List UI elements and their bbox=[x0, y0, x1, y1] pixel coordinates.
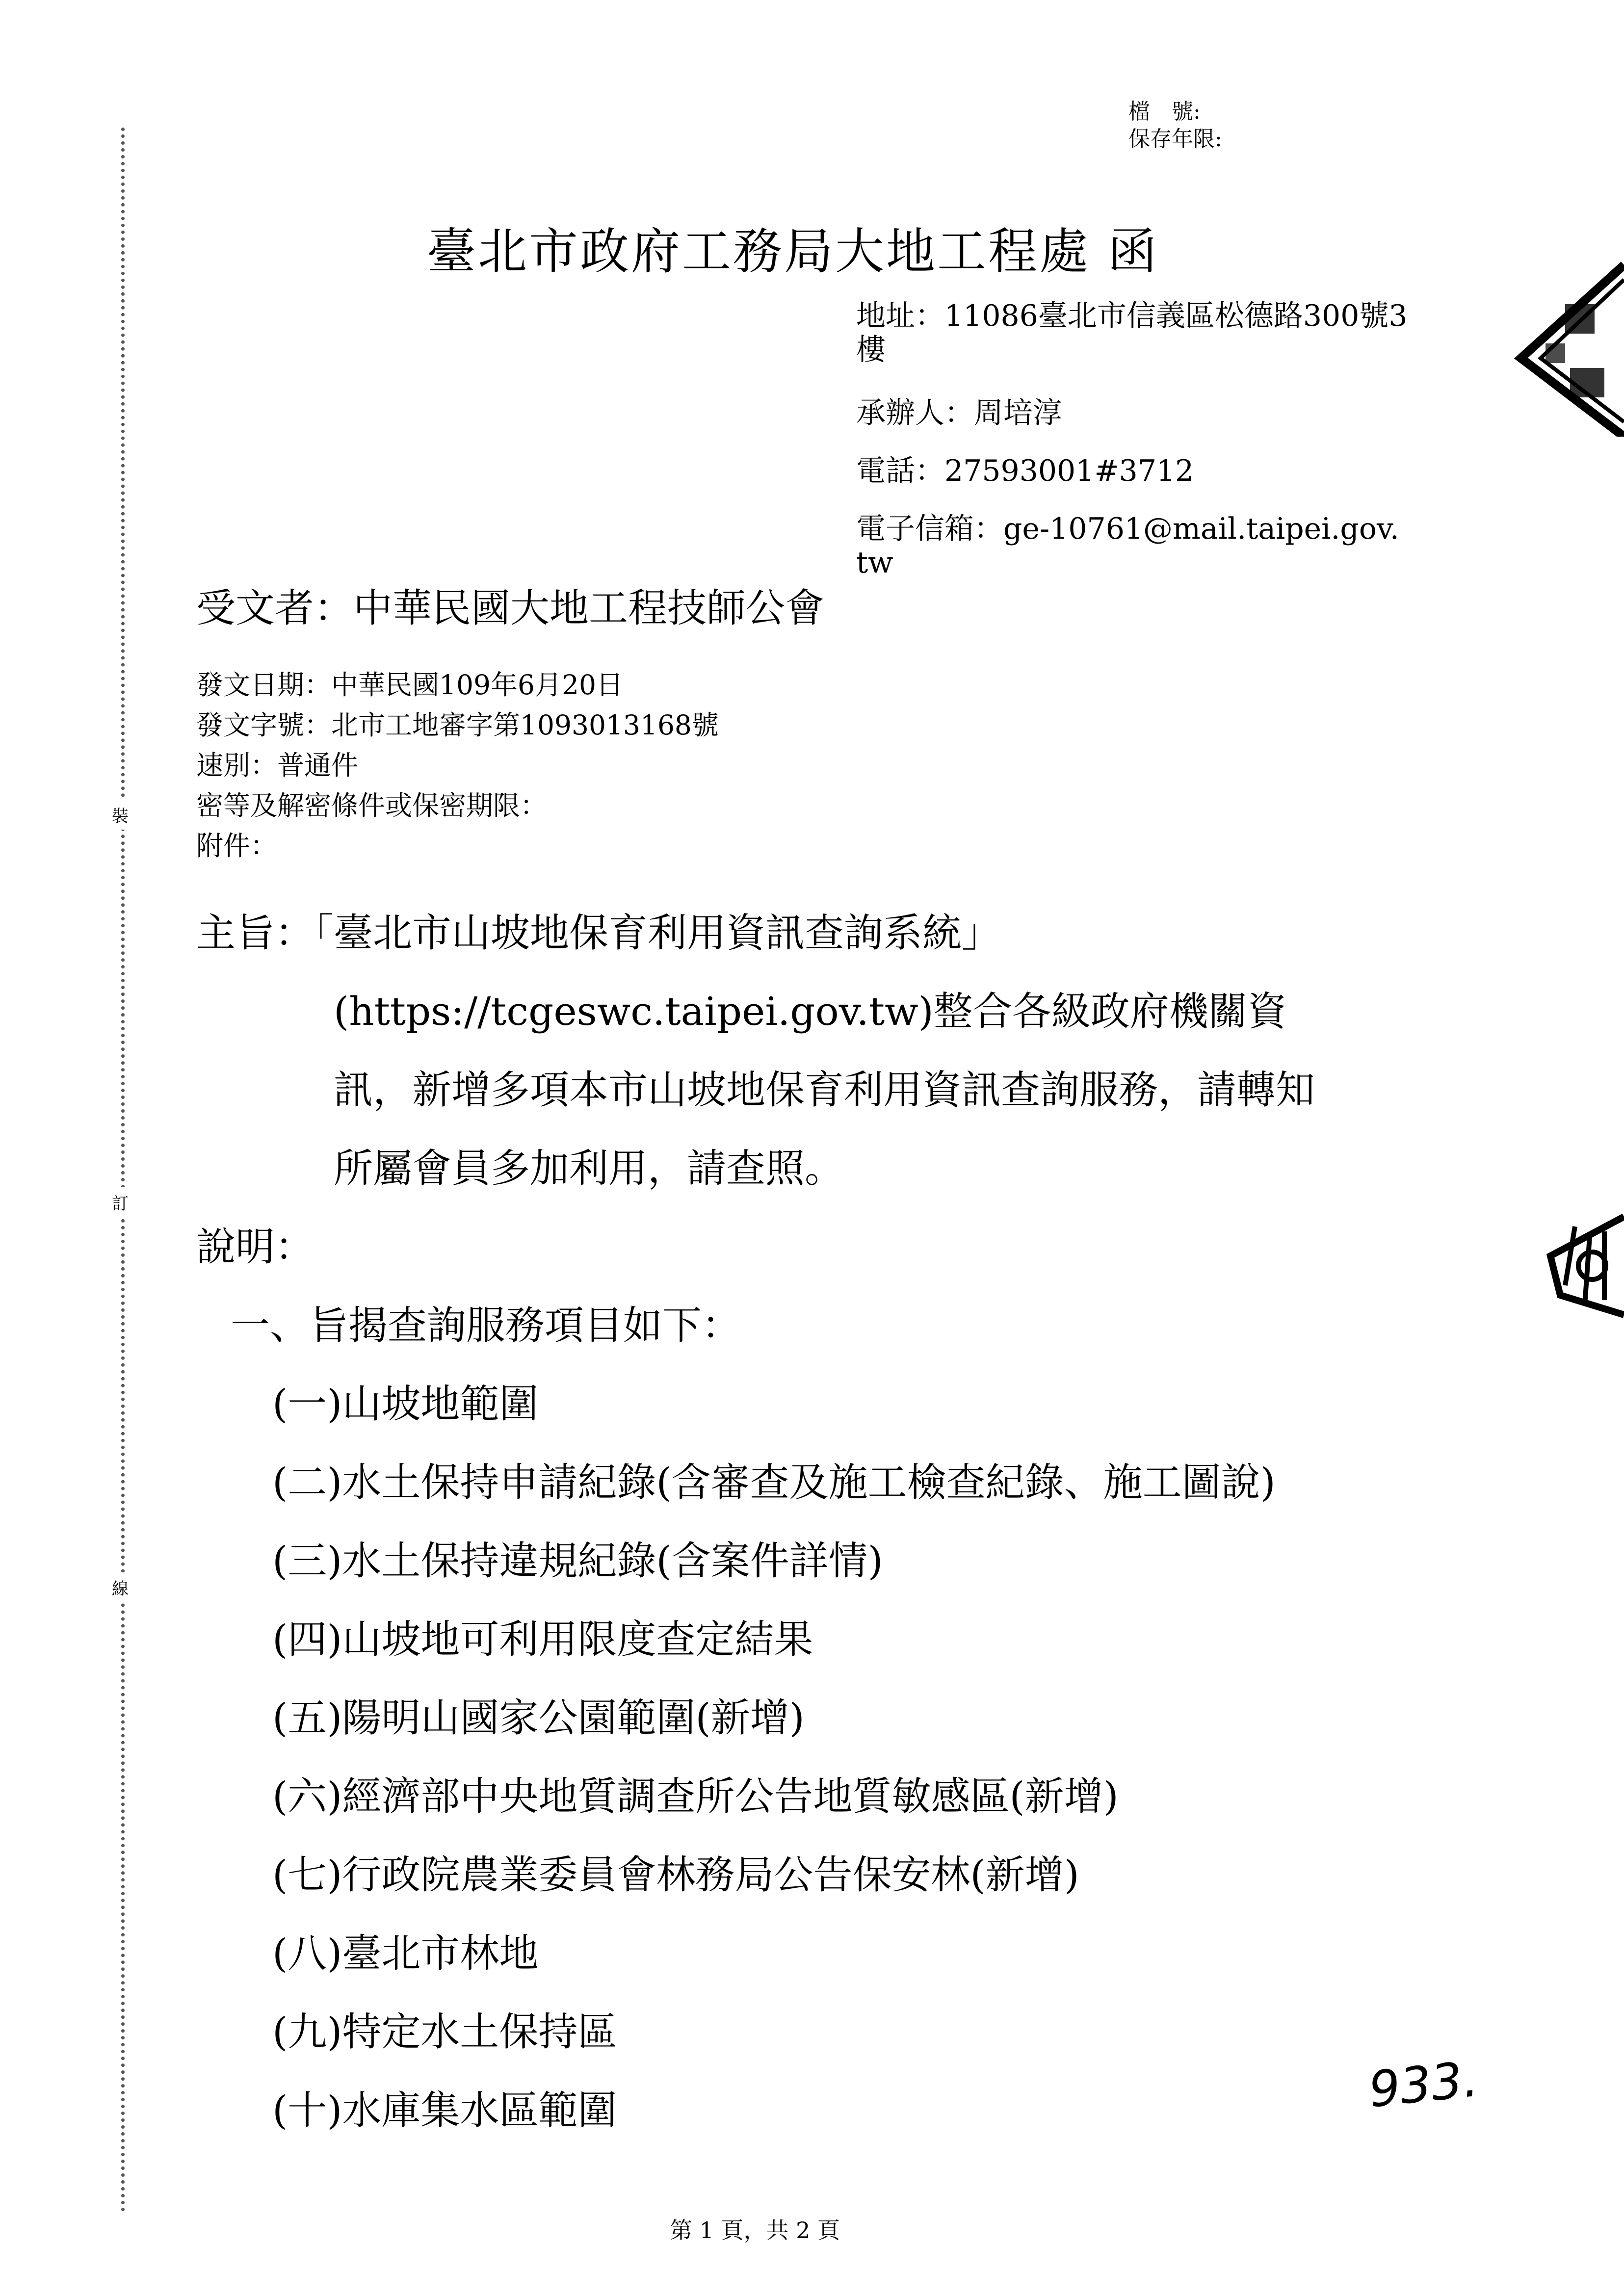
seal-mark-icon bbox=[1531, 1207, 1624, 1325]
binding-mark-ding: 訂 bbox=[112, 1187, 129, 1217]
handwritten-note: 933. bbox=[1366, 2050, 1481, 2119]
handler: 承辦人：周培淳 bbox=[856, 396, 1062, 430]
contact-block bbox=[856, 287, 1408, 580]
email-line2: tw bbox=[856, 546, 893, 580]
recipient: 受文者：中華民國大地工程技師公會 bbox=[196, 585, 824, 631]
list-item: (四)山坡地可利用限度查定結果 bbox=[272, 1617, 813, 1662]
binding-margin-line bbox=[121, 128, 125, 2213]
subject-line2: (https://tcgeswc.taipei.gov.tw)整合各級政府機關資 bbox=[334, 989, 1287, 1034]
official-stamp-icon bbox=[1492, 260, 1624, 437]
list-item: (二)水土保持申請紀錄(含審查及施工檢查紀錄、施工圖說) bbox=[272, 1460, 1276, 1505]
page-footer: 第 1 頁，共 2 頁 bbox=[670, 2217, 840, 2244]
speed: 速別：普通件 bbox=[196, 750, 359, 781]
list-item: (五)陽明山國家公園範圍(新增) bbox=[272, 1695, 805, 1741]
subject-line4: 所屬會員多加利用，請查照。 bbox=[334, 1146, 844, 1191]
secrecy: 密等及解密條件或保密期限： bbox=[196, 790, 548, 821]
issue-date: 發文日期：中華民國109年6月20日 bbox=[196, 669, 623, 701]
phone: 電話：27593001#3712 bbox=[856, 454, 1194, 488]
meta-block bbox=[196, 665, 719, 866]
explanation-section1: 一、旨揭查詢服務項目如下： bbox=[231, 1303, 741, 1348]
document-title: 臺北市政府工務局大地工程處 函 bbox=[427, 223, 1159, 280]
list-item: (七)行政院農業委員會林務局公告保安林(新增) bbox=[272, 1852, 1079, 1898]
subject-line1: 主旨：「臺北市山坡地保育利用資訊查詢系統」 bbox=[196, 910, 1001, 956]
list-item: (九)特定水土保持區 bbox=[272, 2009, 617, 2055]
binding-mark-xian: 線 bbox=[112, 1572, 129, 1602]
explanation-heading: 說明： bbox=[196, 1224, 314, 1270]
file-number-label: 檔 號: bbox=[1128, 99, 1201, 124]
doc-number: 發文字號：北市工地審字第1093013168號 bbox=[196, 709, 719, 741]
address-line1: 地址：11086臺北市信義區松德路300號3 bbox=[856, 299, 1408, 333]
address-line2: 樓 bbox=[856, 333, 886, 367]
list-item: (六)經濟部中央地質調查所公告地質敏感區(新增) bbox=[272, 1774, 1119, 1819]
list-item: (一)山坡地範圍 bbox=[272, 1381, 539, 1427]
list-item: (十)水庫集水區範圍 bbox=[272, 2087, 617, 2133]
retention-label: 保存年限: bbox=[1128, 127, 1222, 152]
attachment: 附件： bbox=[196, 830, 278, 861]
file-meta bbox=[1128, 98, 1222, 153]
email-line1: 電子信箱：ge-10761@mail.taipei.gov. bbox=[856, 512, 1399, 546]
list-item: (三)水土保持違規紀錄(含案件詳情) bbox=[272, 1538, 883, 1584]
subject-line3: 訊，新增多項本市山坡地保育利用資訊查詢服務，請轉知 bbox=[334, 1067, 1315, 1113]
binding-mark-zhuang: 裝 bbox=[112, 800, 129, 830]
list-item: (八)臺北市林地 bbox=[272, 1931, 539, 1976]
